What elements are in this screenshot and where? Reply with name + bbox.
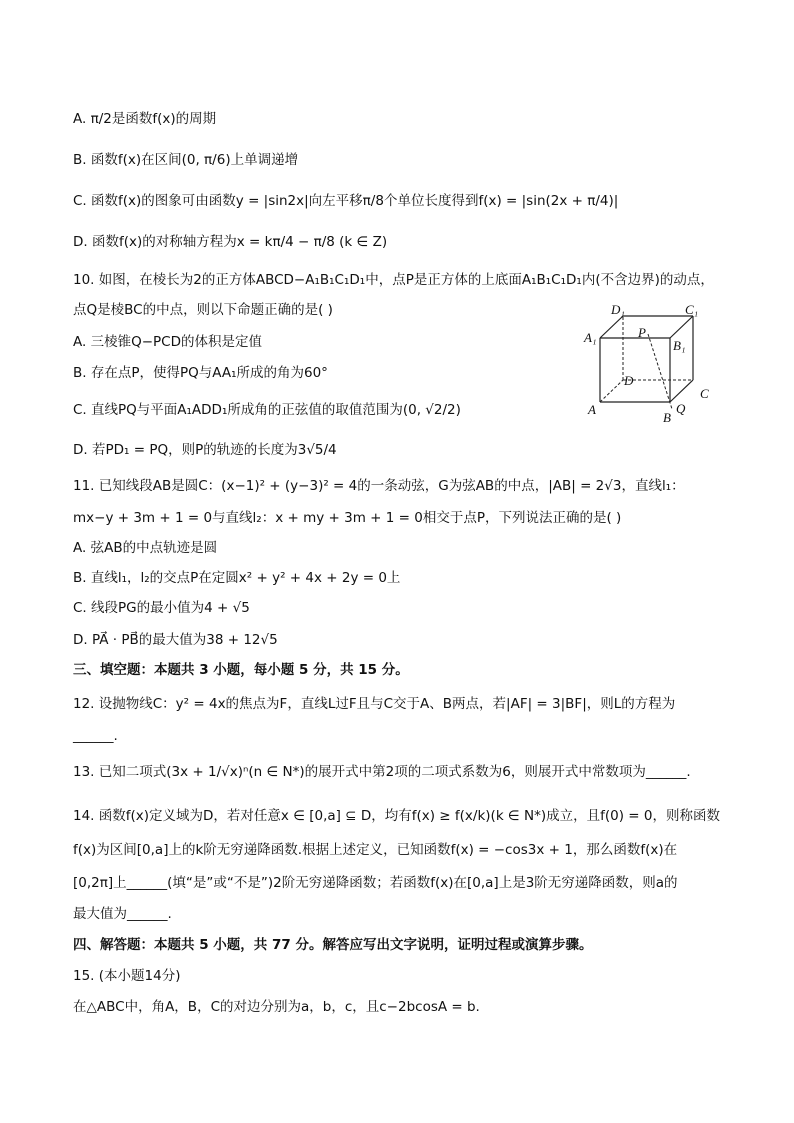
label-D: D — [624, 373, 634, 388]
edge-CB — [670, 380, 693, 402]
edge-AD — [600, 380, 623, 402]
segment-PQ — [648, 334, 672, 409]
text-line: B. 存在点P，使得PQ与AA₁所成的角为60° — [73, 365, 328, 381]
text-line: 13. 已知二项式(3x + 1/√x)ⁿ(n ∈ N*)的展开式中第2项的二项式系数为6，则展开式中常数项为______. — [73, 764, 691, 780]
text-line: 在△ABC中，角A，B，C的对边分别为a，b，c，且c−2bcosA = b. — [73, 999, 480, 1015]
text-line: f(x)为区间[0,a]上的k阶无穷递降函数.根据上述定义，已知函数f(x) = −cos3x + 1，那么函数f(x)在 — [73, 842, 678, 858]
edge-A1D1 — [600, 316, 623, 338]
label-A1: A₁ — [584, 330, 597, 345]
text-line: A. π/2是函数f(x)的周期 — [73, 111, 217, 127]
label-C: C — [700, 386, 709, 401]
label-D1: D₁ — [611, 302, 625, 317]
text-line: 12. 设抛物线C：y² = 4x的焦点为F，直线L过F且与C交于A、B两点，若|AF| = 3|BF|，则L的方程为 — [73, 696, 676, 712]
text-line: 10. 如图，在棱长为2的正方体ABCD−A₁B₁C₁D₁中，点P是正方体的上底面A₁B₁C₁D₁内(不含边界)的动点， — [73, 272, 714, 288]
text-line: 14. 函数f(x)定义域为D，若对任意x ∈ [0,a] ⊆ D，均有f(x) ≥ f(x/k)(k ∈ N*)成立，且f(0) = 0，则称函数 — [73, 808, 720, 824]
label-Q: Q — [676, 401, 686, 416]
text-line: A. 弦AB的中点轨迹是圆 — [73, 540, 218, 556]
label-C1: C₁ — [685, 302, 699, 317]
text-line: D. PA⃗ · PB⃗的最大值为38 + 12√5 — [73, 632, 278, 648]
text-line: B. 直线l₁，l₂的交点P在定圆x² + y² + 4x + 2y = 0上 — [73, 570, 401, 586]
text-line: C. 直线PQ与平面A₁ADD₁所成角的正弦值的取值范围为(0, √2/2) — [73, 402, 461, 418]
text-line: A. 三棱锥Q−PCD的体积是定值 — [73, 334, 262, 350]
edge-C1B1 — [670, 316, 693, 338]
text-line: 11. 已知线段AB是圆C：(x−1)² + (y−3)² = 4的一条动弦，G为弦AB的中点，|AB| = 2√3，直线l₁： — [73, 478, 685, 494]
text-line: 三、填空题：本题共 3 小题，每小题 5 分，共 15 分。 — [73, 662, 409, 678]
text-line: ______. — [73, 728, 118, 744]
label-B1: B₁ — [673, 338, 686, 353]
text-line: 四、解答题：本题共 5 小题，共 77 分。解答应写出文字说明，证明过程或演算步骤。 — [73, 937, 593, 953]
text-line: C. 函数f(x)的图象可由函数y = |sin2x|向左平移π/8个单位长度得到f(x) = |sin(2x + π/4)| — [73, 193, 619, 209]
text-line: D. 若PD₁ = PQ，则P的轨迹的长度为3√5/4 — [73, 442, 337, 458]
label-P: P — [638, 325, 646, 340]
text-line: [0,2π]上______(填“是”或“不是”)2阶无穷递降函数；若函数f(x)在[0,a]上是3阶无穷递降函数，则a的 — [73, 875, 678, 891]
text-line: 最大值为______. — [73, 906, 172, 922]
text-line: mx−y + 3m + 1 = 0与直线l₂：x + my + 3m + 1 = 0相交于点P，下列说法正确的是( ) — [73, 510, 622, 526]
text-line: D. 函数f(x)的对称轴方程为x = kπ/4 − π/8 (k ∈ Z) — [73, 234, 388, 250]
text-line: C. 线段PG的最小值为4 + √5 — [73, 600, 250, 616]
label-B: B — [663, 410, 671, 425]
text-line: 15. (本小题14分) — [73, 968, 181, 984]
cube-figure — [580, 300, 730, 430]
label-A: A — [588, 402, 596, 417]
text-line: B. 函数f(x)在区间(0, π/6)上单调递增 — [73, 152, 299, 168]
text-line: 点Q是棱BC的中点，则以下命题正确的是( ) — [73, 302, 333, 318]
